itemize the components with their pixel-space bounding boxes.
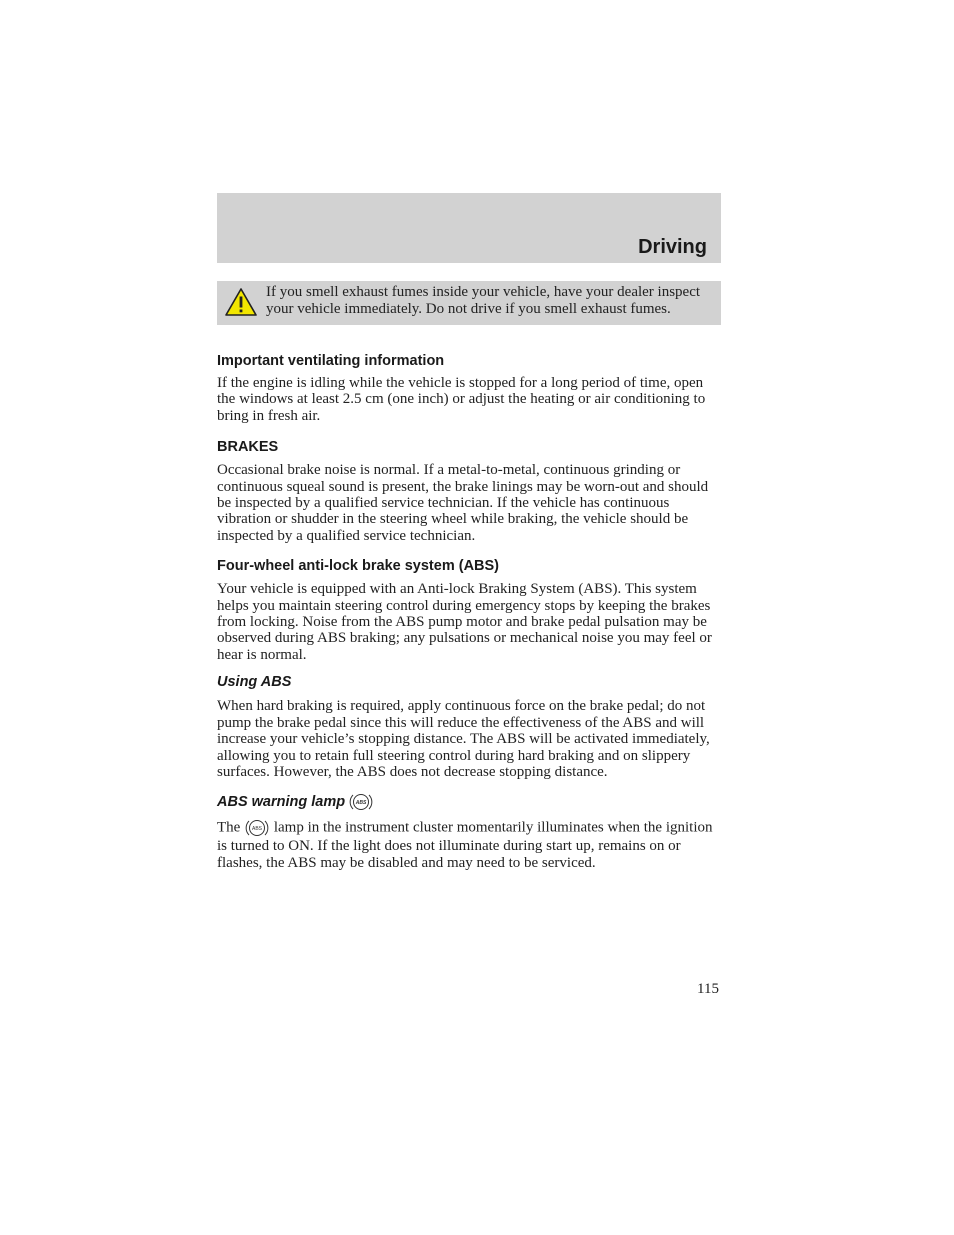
manual-page [217,193,721,871]
section-title: Driving [638,236,707,258]
abs-icon-label-inline: ABS [252,826,263,833]
abs-icon-label: ABS [355,800,367,807]
abs-warning-icon [349,792,373,812]
brakes-heading: BRAKES [217,439,279,456]
ventilating-body: If the engine is idling while the vehicle is stopped for a long period of time, open the windows at least 2.5 cm (one inch) or adjust the heating or air conditioning to bring in fresh air. [217,375,706,424]
warning-text: If you smell exhaust fumes inside your vehicle, have your dealer inspect your vehicle immediately. Do not drive if you smell exhaust fumes. [266,284,701,317]
warning-triangle-icon [224,287,258,317]
abs-heading: Four-wheel anti-lock brake system (ABS) [217,558,500,575]
ventilating-heading: Important ventilating information [217,353,445,369]
abs-warning-icon-inline [244,818,270,838]
abs-lamp-heading [217,792,721,812]
abs-lamp-heading-text: ABS warning lamp [217,794,346,811]
abs-lamp-body-prefix: The [217,819,241,836]
abs-lamp-body [217,818,721,871]
warning-box [217,281,721,325]
brakes-body: Occasional brake noise is normal. If a metal-to-metal, continuous grinding or continuous squeal sound is present, the brake linings may be worn-out and should be inspected by a qualified service technician. If the vehicle has continuous vibration or shudder in the steering wheel while braking, the vehicle should be inspected by a qualified service technician. [217,462,709,544]
section-header-bar [217,193,721,263]
abs-body: Your vehicle is equipped with an Anti-lock Braking System (ABS). This system helps you maintain steering control during emergency stops by keeping the brakes from locking. Noise from the ABS pump motor and brake pedal pulsation may be observed during ABS braking; any pulsations or mechanical noise you may feel or hear is normal. [217,581,712,663]
using-abs-body: When hard braking is required, apply continuous force on the brake pedal; do not pump the brake pedal since this will reduce the effectiveness of the ABS and will increase your vehicle’s stopping distance. The ABS will be activated immediately, allowing you to retain full steering control during hard braking and on slippery surfaces. However, the ABS does not decrease stopping distance. [217,698,710,780]
page-number: 115 [697,981,719,997]
using-abs-heading: Using ABS [217,674,292,691]
abs-lamp-body-suffix: lamp in the instrument cluster momentarily illuminates when the ignition is turned to ON. If the light does not illuminate during start up, remains on or flashes, the ABS may be disabled and may need to be serviced. [217,819,713,871]
